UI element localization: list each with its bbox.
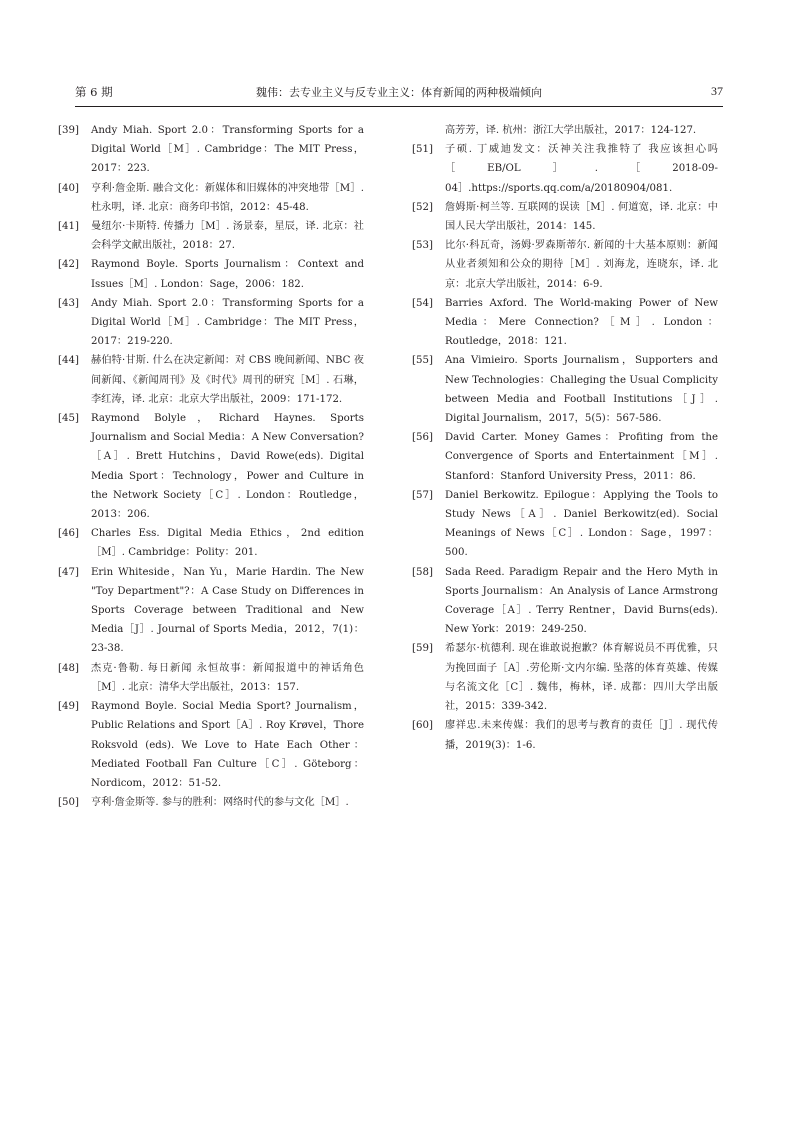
reference-entry [58,409,364,524]
reference-text: Barries Axford. The World-making Power of New Media：Mere Connection?［M］. London：Routledge，2018：121. [445,297,718,348]
reference-number: [58] [412,566,433,578]
reference-entry [412,236,718,294]
reference-number: [46] [58,528,79,540]
reference-entry [412,294,718,352]
reference-number: [60] [412,720,433,732]
reference-entry [58,659,364,697]
reference-continuation [412,121,718,140]
reference-text: Charles Ess. Digital Media Ethics，2nd edition［M］. Cambridge：Polity：201. [91,528,364,559]
references-right-column [412,121,718,755]
reference-text: David Carter. Money Games：Profiting from the Convergence of Sports and Entertainment［M］. Stanford：Stanford University Press，2011：86. [445,432,718,482]
reference-text: Ana Vimieiro. Sports Journalism，Supporters and New Technologies：Challeging the Usual Complicity between Media and Football Institutions［J］. Digital Journalism，2017，5(5)：567-586. [445,355,718,425]
reference-number: [42] [58,259,79,271]
reference-entry [412,428,718,486]
reference-entry [58,351,364,409]
reference-entry [412,486,718,563]
reference-entry [412,563,718,640]
reference-text: 高芳芳，译. 杭州：浙江大学出版社，2017：124-127. [445,125,697,136]
reference-entry [58,179,364,217]
reference-entry [58,563,364,659]
reference-text: 希瑟尔·杭德利. 现在谁敢说抱歉？体育解说员不再优雅，只为挽回面子［A］.劳伦斯·文内尔编. 坠落的体育英雄、传媒与名流文化［C］. 魏伟，梅林，译. 成都：四川大学出版社，2015：339-342. [445,643,718,713]
reference-text: 杰克·鲁勒. 每日新闻 永恒故事：新闻报道中的神话角色［M］. 北京：清华大学出版社，2013：157. [91,662,364,693]
reference-text: 子硕. 丁威迪发文：沃神关注我推特了 我应该担心吗［EB/OL］.［2018-09-04］.https://sports.qq.com/a/20180904/081. [445,144,718,194]
issue-number: 第 6 期 [75,85,113,99]
reference-text: Raymond Boyle. Sports Journalism：Context and Issues［M］. London：Sage，2006：182. [91,259,364,290]
reference-text: 比尔·科瓦奇，汤姆·罗森斯蒂尔. 新闻的十大基本原则：新闻从业者须知和公众的期待［M］. 刘海龙，连晓东，译. 北京：北京大学出版社，2014：6-9. [445,240,718,290]
reference-text: Raymond Boyle. Social Media Sport? Journalism，Public Relations and Sport［A］. Roy Krøvel，Thore Roksvold (eds). We Love to Hate Each Other：Mediated Football Fan Culture［C］. Göteborg：Nordicom，2012：51-52. [91,701,364,789]
reference-text: Daniel Berkowitz. Epilogue：Applying the Tools to Study News［A］. Daniel Berkowitz(ed). Social Meanings of News［C］. London：Sage，1997：500. [445,489,718,559]
reference-entry [58,524,364,562]
reference-number: [50] [58,797,79,809]
reference-entry [412,639,718,716]
reference-number: [41] [58,221,79,233]
reference-text: 曼纽尔·卡斯特. 传播力［M］. 汤景泰，星辰，译. 北京：社会科学文献出版社，2018：27. [91,221,364,252]
reference-entry [412,140,718,198]
reference-entry [58,217,364,255]
running-header [75,84,723,107]
reference-entry [412,351,718,428]
reference-number: [57] [412,489,433,501]
reference-number: [55] [412,355,433,367]
reference-entry [58,793,364,812]
reference-entry [58,255,364,293]
running-title: 魏伟：去专业主义与反专业主义：体育新闻的两种极端倾向 [256,86,542,99]
reference-text: 詹姆斯·柯兰等. 互联网的误读［M］. 何道宽，译. 北京：中国人民大学出版社，2014：145. [445,201,718,233]
reference-entry [412,716,718,754]
reference-entry [58,121,364,179]
reference-number: [47] [58,566,79,578]
reference-number: [56] [412,432,433,444]
reference-number: [54] [412,297,433,309]
reference-number: [59] [412,643,433,655]
reference-number: [39] [58,125,79,136]
reference-number: [48] [58,662,79,674]
reference-number: [43] [58,297,79,309]
reference-number: [52] [412,201,433,213]
reference-text: 赫伯特·甘斯. 什么在决定新闻：对 CBS 晚间新闻、NBC 夜间新闻、《新闻周刊》及《时代》周刊的研究［M］. 石琳，李红涛，译. 北京：北京大学出版社，2009：171-172. [91,355,364,405]
reference-text: Andy Miah. Sport 2.0：Transforming Sports for a Digital World［M］. Cambridge：The MIT Press，2017：219-220. [91,297,364,348]
reference-number: [53] [412,240,433,252]
reference-text: Sada Reed. Paradigm Repair and the Hero Myth in Sports Journalism：An Analysis of Lance Armstrong Coverage［A］. Terry Rentner，David Burns(eds). New York：2019：249-250. [445,566,718,636]
reference-number: [49] [58,701,79,713]
reference-text: Raymond Bolyle，Richard Haynes. Sports Journalism and Social Media：A New Conversation?［A］. Brett Hutchins，David Rowe(eds). Digital Media Sport：Technology，Power and Culture in the Network Society［C］. London：Routledge，2013：206. [91,413,364,521]
reference-entry [58,294,364,352]
reference-number: [40] [58,182,79,194]
reference-entry [412,198,718,236]
reference-number: [51] [412,144,433,156]
reference-text: 廖祥忠.未来传媒：我们的思考与教育的责任［J］. 现代传播，2019(3)：1-6. [445,720,718,751]
reference-entry [58,697,364,793]
reference-number: [44] [58,355,79,367]
reference-text: 亨利·詹金斯. 融合文化：新媒体和旧媒体的冲突地带［M］. 杜永明，译. 北京：商务印书馆，2012：45-48. [91,182,364,213]
references-left-column [58,121,364,812]
reference-text: 亨利·詹金斯等. 参与的胜利：网络时代的参与文化［M］. [91,797,349,809]
reference-text: Andy Miah. Sport 2.0：Transforming Sports for a Digital World［M］. Cambridge：The MIT Press，2017：223. [91,125,364,175]
reference-text: Erin Whiteside，Nan Yu，Marie Hardin. The New "Toy Department"?：A Case Study on Differences in Sports Coverage between Traditional and New Media［J］. Journal of Sports Media，2012，7(1)：23-38. [91,566,364,655]
page-number: 37 [711,84,723,98]
reference-number: [45] [58,413,79,425]
